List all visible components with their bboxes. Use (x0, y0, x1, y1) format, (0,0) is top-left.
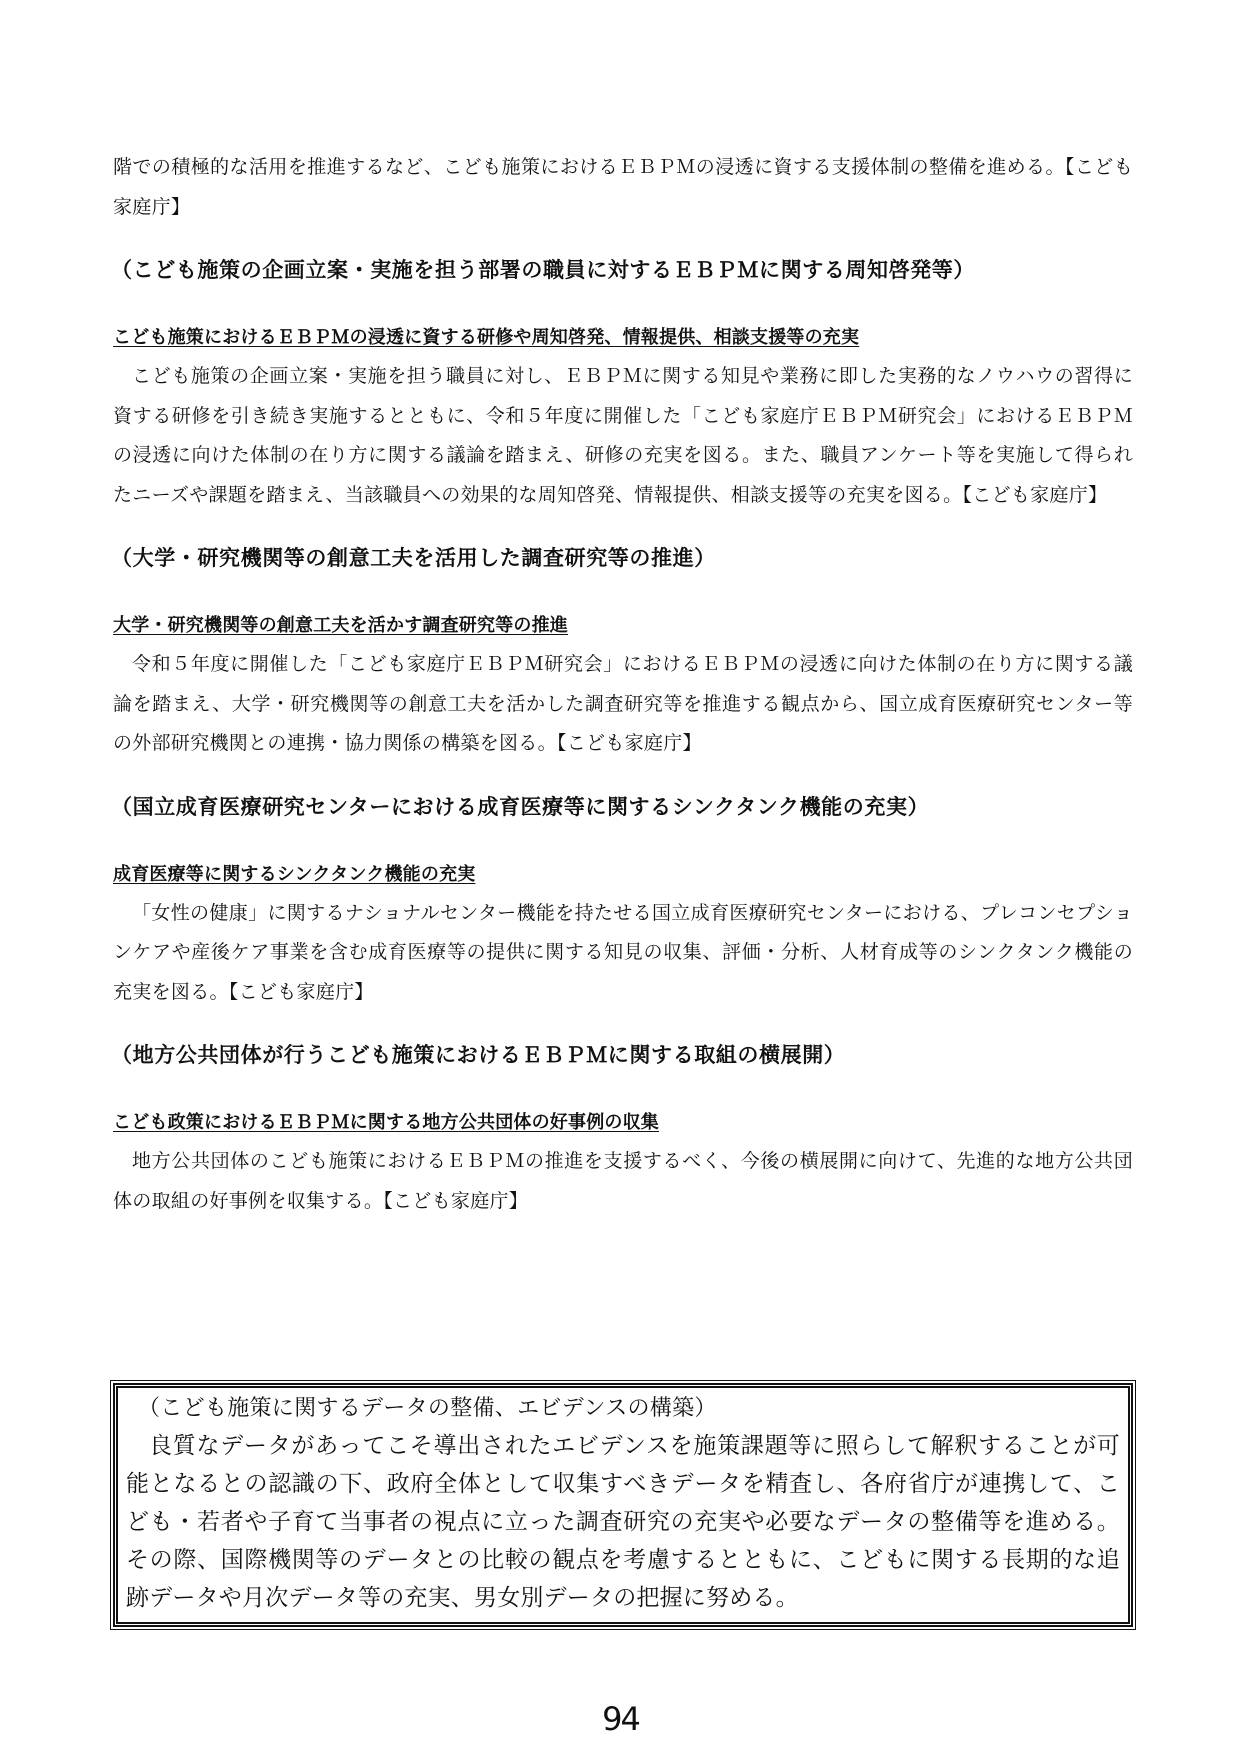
data-evidence-box (113, 1383, 1133, 1627)
section-heading-ebpm-awareness: （こども施策の企画立案・実施を担う部署の職員に対するＥＢＰＭに関する周知啓発等） (111, 258, 975, 282)
subheading-university-research: 大学・研究機関等の創意工夫を活かす調査研究等の推進 (113, 615, 568, 636)
box-body: 良質なデータがあってこそ導出されたエビデンスを施策課題等に照らして解釈することが可能となるとの認識の下、政府全体として収集すべきデータを精査し、各府省庁が連携して、こども・若者や子育て当事者の視点に立った調査研究の充実や必要なデータの整備等を進める。その際、国際機関等のデータとの比較の観点を考慮するとともに、こどもに関する長期的な追跡データや月次データ等の充実、男女別データの把握に努める。 (126, 1433, 1120, 1611)
section-heading-think-tank: （国立成育医療研究センターにおける成育医療等に関するシンクタンク機能の充実） (111, 794, 930, 819)
section-heading-university-research: （大学・研究機関等の創意工夫を活用した調査研究等の推進） (111, 546, 716, 570)
subheading-local-government: こども政策におけるＥＢＰＭに関する地方公共団体の好事例の収集 (113, 1112, 659, 1133)
paragraph-university-research: 令和５年度に開催した「こども家庭庁ＥＢＰＭ研究会」におけるＥＢＰＭの浸透に向けた体制の在り方に関する議論を踏まえ、大学・研究機関等の創意工夫を活かした調査研究等を推進する観点から、国立成育医療研究センター等の外部研究機関との連携・協力関係の構築を図る。【こども家庭庁】 (113, 653, 1133, 754)
paragraph-training-enhancement: こども施策の企画立案・実施を担う職員に対し、ＥＢＰＭに関する知見や業務に即した実務的なノウハウの習得に資する研修を引き続き実施するとともに、令和５年度に開催した「こども家庭庁ＥＢＰＭ研究会」におけるＥＢＰＭの浸透に向けた体制の在り方に関する議論を踏まえ、研修の充実を図る。また、職員アンケート等を実施して得られたニーズや課題を踏まえ、当該職員への効果的な周知啓発、情報提供、相談支援等の充実を図る。【こども家庭庁】 (113, 365, 1133, 506)
document-body (113, 148, 1133, 1221)
section-heading-local-government: （地方公共団体が行うこども施策におけるＥＢＰＭに関する取組の横展開） (111, 1043, 846, 1067)
box-title: （こども施策に関するデータの整備、エビデンスの構築） (138, 1396, 717, 1421)
page-number: 94 (602, 1700, 639, 1738)
subheading-training-enhancement: こども施策におけるＥＢＰＭの浸透に資する研修や周知啓発、情報提供、相談支援等の充実 (113, 327, 860, 348)
paragraph-local-government: 地方公共団体のこども施策におけるＥＢＰＭの推進を支援するべく、今後の横展開に向けて、先進的な地方公共団体の取組の好事例を収集する。【こども家庭庁】 (113, 1150, 1133, 1212)
subheading-think-tank: 成育医療等に関するシンクタンク機能の充実 (113, 863, 476, 885)
paragraph-continued: 階での積極的な活用を推進するなど、こども施策におけるＥＢＰＭの浸透に資する支援体制の整備を進める。【こども家庭庁】 (113, 156, 1133, 218)
paragraph-think-tank: 「女性の健康」に関するナショナルセンター機能を持たせる国立成育医療研究センターにおける、プレコンセプションケアや産後ケア事業を含む成育医療等の提供に関する知見の収集、評価・分析、人材育成等のシンクタンク機能の充実を図る。【こども家庭庁】 (113, 901, 1133, 1003)
